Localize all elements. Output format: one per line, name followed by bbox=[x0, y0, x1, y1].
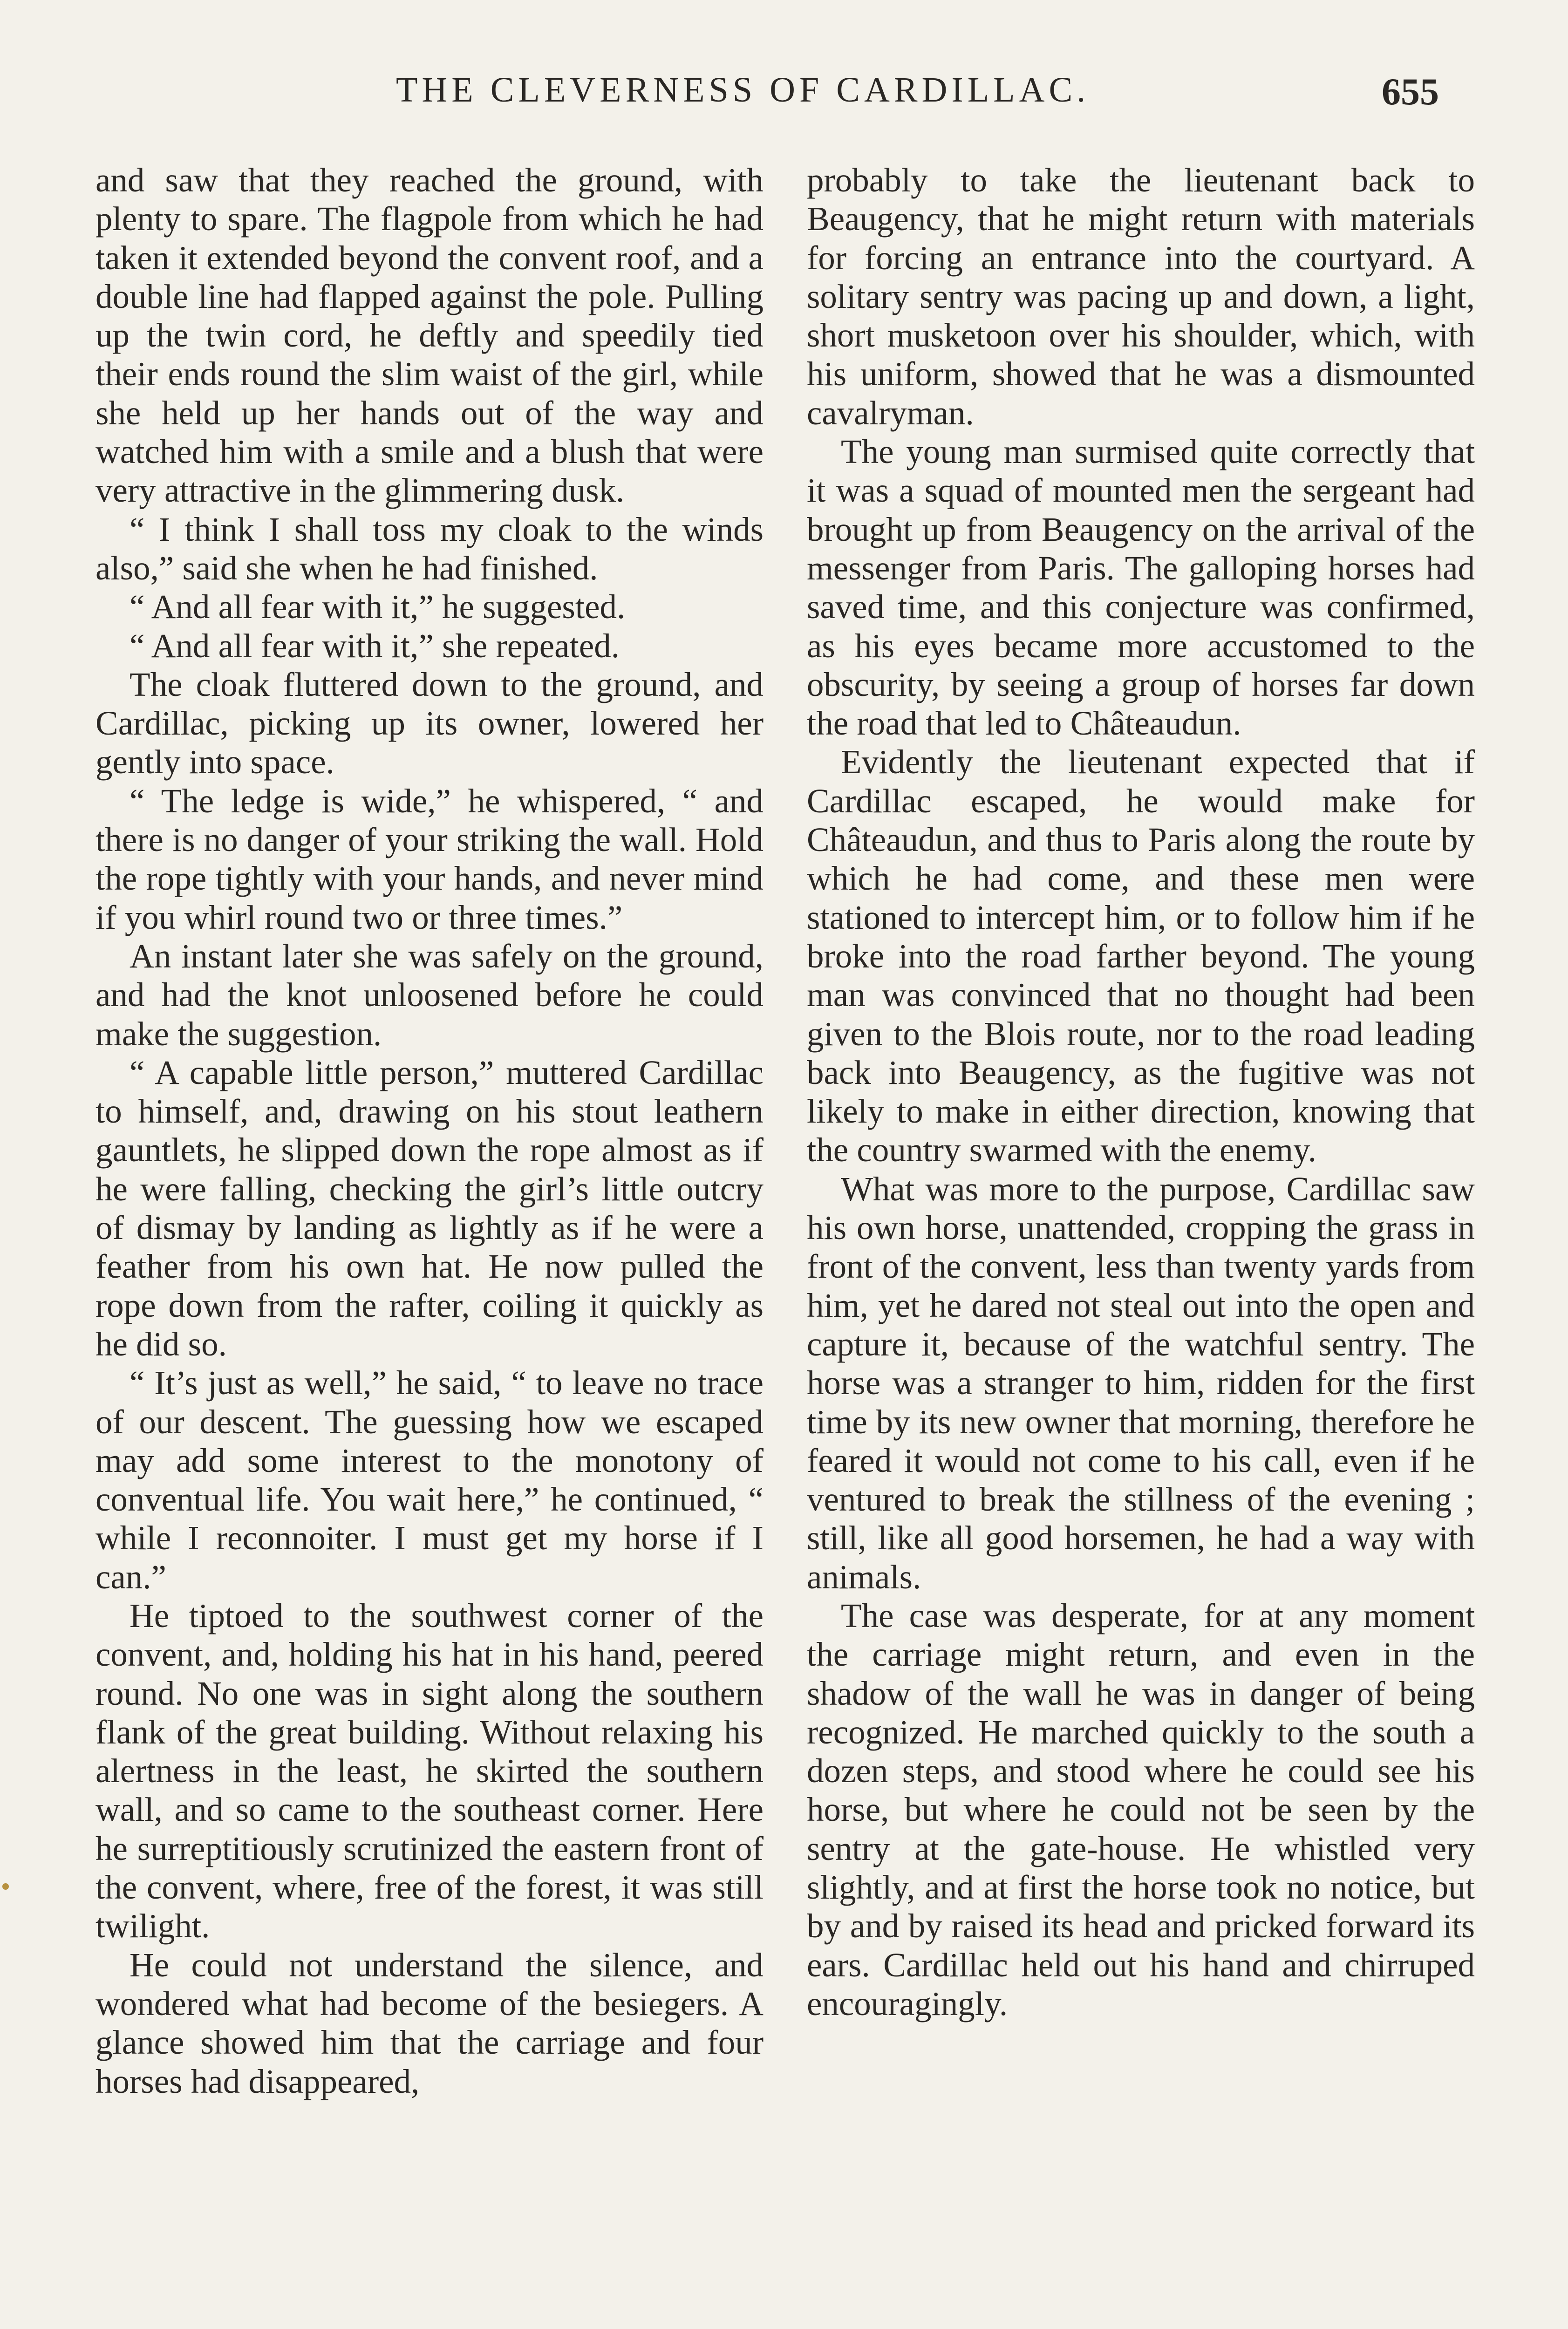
ink-speck bbox=[2, 1883, 9, 1890]
left-column bbox=[95, 161, 764, 2101]
paragraph: “ A capable little person,” muttered Cardillac to himself, and, drawing on his stout leathern gauntlets, he slipped down the rope almost as if he were falling, checking the girl’s little outcry of dismay by landing as lightly as if he were a feather from his own hat. He now pulled the rope down from the rafter, coiling it quickly as he did so. bbox=[95, 1053, 764, 1363]
paragraph: What was more to the purpose, Cardillac saw his own horse, unattended, cropping the grass in front of the convent, less than twenty yards from him, yet he dared not steal out into the open and capture it, because of the watchful sentry. The horse was a stranger to him, ridden for the first time by its new owner that morning, therefore he feared it would not come to his call, even if he ventured to break the stillness of the evening ; still, like all good horsemen, he had a way with animals. bbox=[807, 1170, 1475, 1596]
running-head bbox=[0, 70, 1568, 126]
paragraph: “ And all fear with it,” she repeated. bbox=[130, 627, 620, 665]
paragraph: and saw that they reached the ground, with plenty to spare. The flagpole from which he had taken it extended beyond the convent roof, and a double line had flapped against the pole. Pulling up the twin cord, he deftly and speedily tied their ends round the slim waist of the girl, while she held up her hands out of the way and watched him with a smile and a blush that were very attractive in the glimmering dusk. bbox=[95, 161, 764, 510]
paragraph: He tiptoed to the southwest corner of the convent, and, holding his hat in his hand, peered round. No one was in sight along the southern flank of the great building. Without relaxing his alertness in the least, he skirted the southern wall, and so came to the southeast corner. Here he surreptitiously scrutinized the eastern front of the convent, where, free of the forest, it was still twilight. bbox=[95, 1596, 764, 1945]
paragraph: An instant later she was safely on the ground, and had the knot unloosened before he could make the suggestion. bbox=[95, 937, 764, 1053]
paragraph: probably to take the lieutenant back to Beaugency, that he might return with materials for forcing an entrance into the courtyard. A solitary sentry was pacing up and down, a light, short musketoon over his shoulder, which, with his uniform, showed that he was a dismounted cavalryman. bbox=[807, 161, 1475, 432]
paragraph: He could not understand the silence, and wondered what had become of the besiegers. A glance showed him that the carriage and four horses had disappeared, bbox=[95, 1946, 764, 2100]
paragraph: “ I think I shall toss my cloak to the winds also,” said she when he had finished. bbox=[95, 510, 764, 587]
right-column bbox=[807, 161, 1475, 2023]
paragraph: The cloak fluttered down to the ground, and Cardillac, picking up its owner, lowered her gently into space. bbox=[95, 665, 764, 781]
paragraph: “ The ledge is wide,” he whispered, “ and there is no danger of your striking the wall. Hold the rope tightly with your hands, and never mind if you whirl round two or three times.” bbox=[95, 782, 764, 936]
paragraph: The case was desperate, for at any moment the carriage might return, and even in the shadow of the wall he was in danger of being recognized. He marched quickly to the south a dozen steps, and stood where he could see his horse, but where he could not be seen by the sentry at the gate-house. He whistled very slightly, and at first the horse took no notice, but by and by raised its head and pricked forward its ears. Cardillac held out his hand and chirruped encouragingly. bbox=[807, 1596, 1475, 2023]
paragraph: The young man surmised quite correctly that it was a squad of mounted men the sergeant had brought up from Beaugency on the arrival of the messenger from Paris. The galloping horses had saved time, and this conjecture was confirmed, as his eyes became more accustomed to the obscurity, by seeing a group of horses far down the road that led to Châteaudun. bbox=[807, 433, 1475, 742]
paragraph: Evidently the lieutenant expected that if Cardillac escaped, he would make for Châteaudun, and thus to Paris along the route by which he had come, and these men were stationed to intercept him, or to follow him if he broke into the road farther beyond. The young man was convinced that no thought had been given to the Blois route, nor to the road leading back into Beaugency, as the fugitive was not likely to make in either direction, knowing that the country swarmed with the enemy. bbox=[807, 743, 1475, 1169]
paragraph: “ And all fear with it,” he suggested. bbox=[130, 588, 626, 626]
paragraph: “ It’s just as well,” he said, “ to leave no trace of our descent. The guessing how we escaped may add some interest to the monotony of conventual life. You wait here,” he continued, “ while I reconnoiter. I must get my horse if I can.” bbox=[95, 1364, 764, 1596]
page-number: 655 bbox=[1382, 70, 1439, 113]
running-title: THE CLEVERNESS OF CARDILLAC. bbox=[396, 70, 1090, 109]
